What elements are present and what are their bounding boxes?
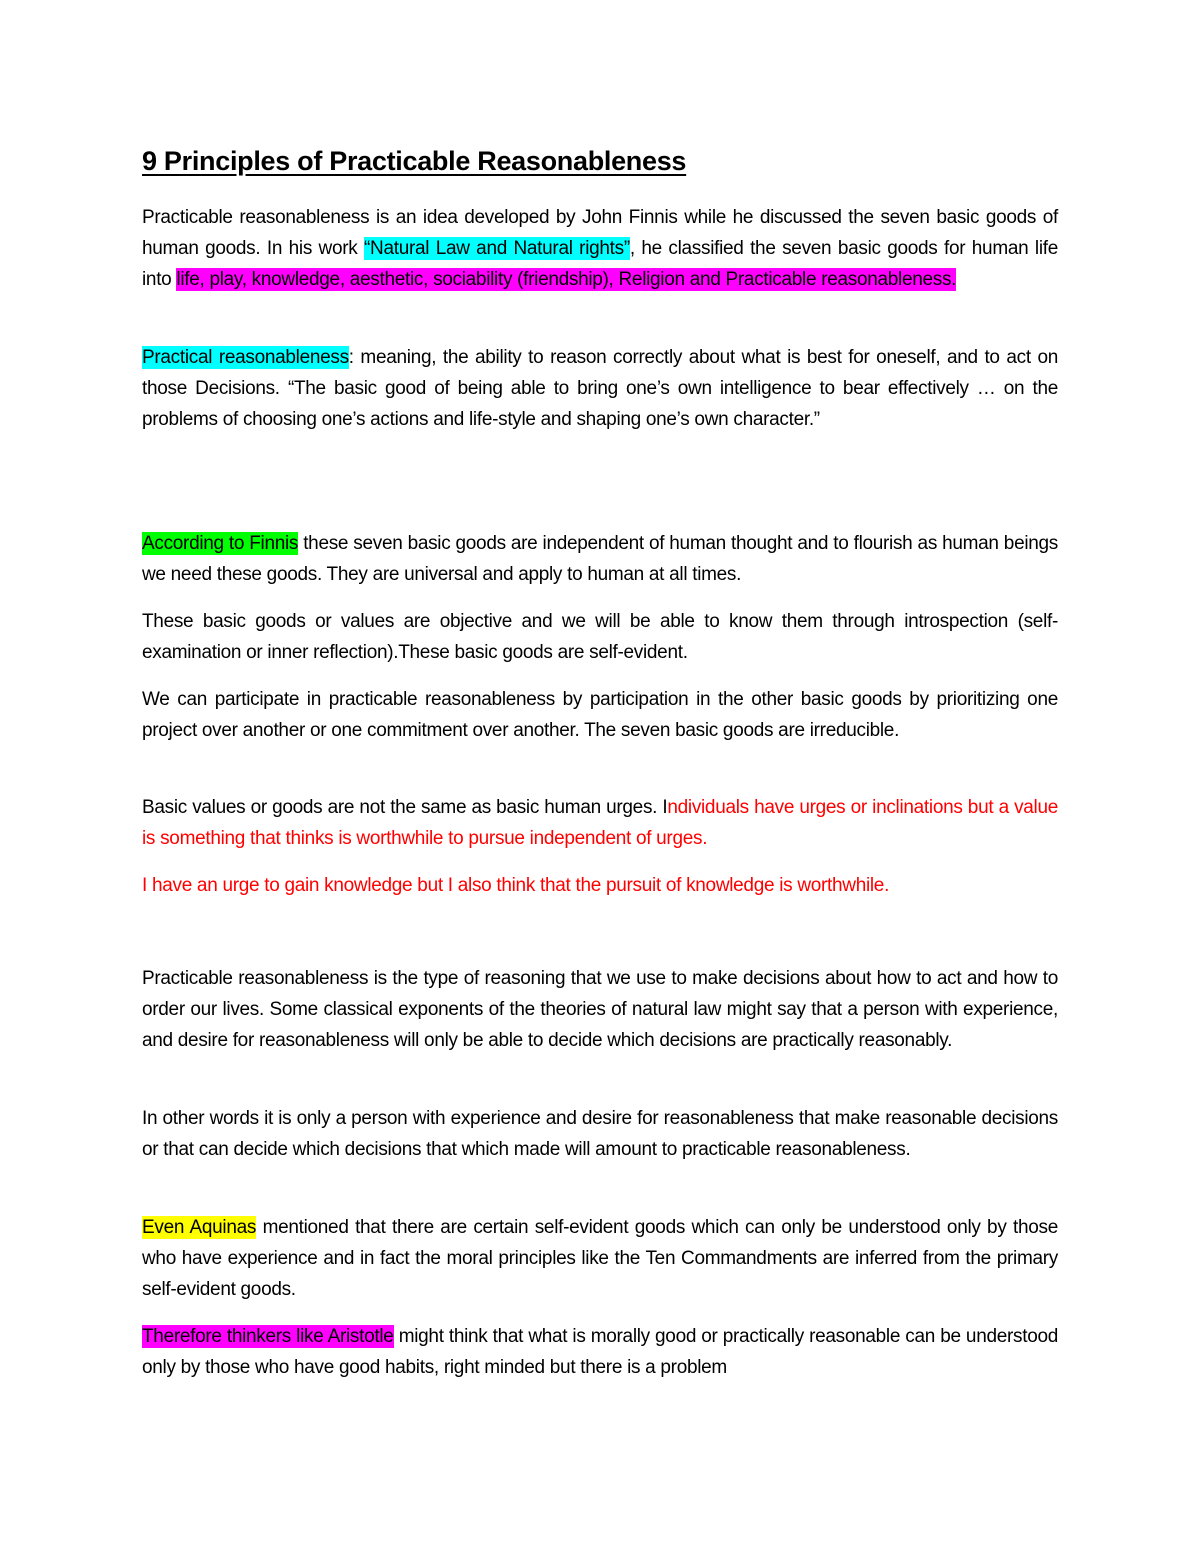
aquinas-text: mentioned that there are certain self-evident goods which can only be understood only by those who have experience and in fact the moral principles like the Ten Commandments are inferred from the primary self-evident goods. — [142, 1217, 1058, 1300]
practical-reasonableness-definition: : meaning, the ability to reason correctly about what is best for oneself, and to act on those Decisions. “The basic good of being able to bring one’s own intelligence to bear effectively … on the problems of choosing one’s actions and life-style and shaping one’s own character.” — [142, 347, 1059, 430]
red-text-inclinations: ndividuals have urges or inclinations but a value is something that thinks is worthwhile to pursue independent of urges. — [142, 797, 1059, 849]
paragraph-participation: We can participate in practicable reasonableness by participation in the other basic goods by prioritizing one project over another or one commitment over another. The seven basic goods are irreducible. — [142, 689, 1058, 741]
paragraph-according-to-finnis — [142, 528, 1058, 590]
paragraph-aquinas — [142, 1212, 1058, 1305]
paragraph-values-vs-urges — [142, 792, 1058, 854]
paragraph-practical-reasonableness — [142, 342, 1058, 435]
document-title: 9 Principles of Practicable Reasonableness — [142, 146, 687, 176]
paragraph-in-other-words: In other words it is only a person with experience and desire for reasonableness that make reasonable decisions or that can decide which decisions that which made will amount to practicable reasonableness. — [142, 1108, 1058, 1160]
paragraph-intro — [142, 202, 1058, 295]
highlight-work-title: “Natural Law and Natural rights” — [364, 238, 630, 259]
paragraph-reasoning-type: Practicable reasonableness is the type of reasoning that we use to make decisions about how to act and how to order our lives. Some classical exponents of the theories of natural law might say that a person with experience, and desire for reasonableness will only be able to decide which decisions are practically reasonably. — [142, 968, 1058, 1051]
paragraph-objective-goods: These basic goods or values are objective and we will be able to know them through introspection (self-examination or inner reflection).These basic goods are self-evident. — [142, 611, 1058, 663]
highlight-according-to-finnis: According to Finnis — [142, 533, 299, 554]
highlight-even-aquinas: Even Aquinas — [142, 1217, 257, 1238]
highlight-aristotle: Therefore thinkers like Aristotle — [142, 1326, 394, 1347]
paragraph-aristotle — [142, 1321, 1058, 1383]
highlight-practical-reasonableness: Practical reasonableness — [142, 347, 349, 368]
finnis-text: these seven basic goods are independent of human thought and to flourish as human beings we need these goods. They are universal and apply to human at all times. — [142, 533, 1058, 585]
values-text: Basic values or goods are not the same as basic human urges. I — [142, 797, 668, 818]
intro-text-start: Practicable reasonableness is an idea developed by John Finnis while he discussed the seven basic goods of human goods. In his work — [142, 207, 1058, 259]
highlight-goods-list: life, play, knowledge, aesthetic, sociability (friendship), Religion and Practicable reasonableness. — [176, 269, 957, 290]
intro-text-middle: , he classified the seven basic goods for human life into — [142, 238, 1058, 290]
paragraph-urge-example: I have an urge to gain knowledge but I also think that the pursuit of knowledge is worthwhile. — [142, 875, 890, 896]
aristotle-text: might think that what is morally good or practically reasonable can be understood only by those who have good habits, right minded but there is a problem — [142, 1326, 1058, 1378]
